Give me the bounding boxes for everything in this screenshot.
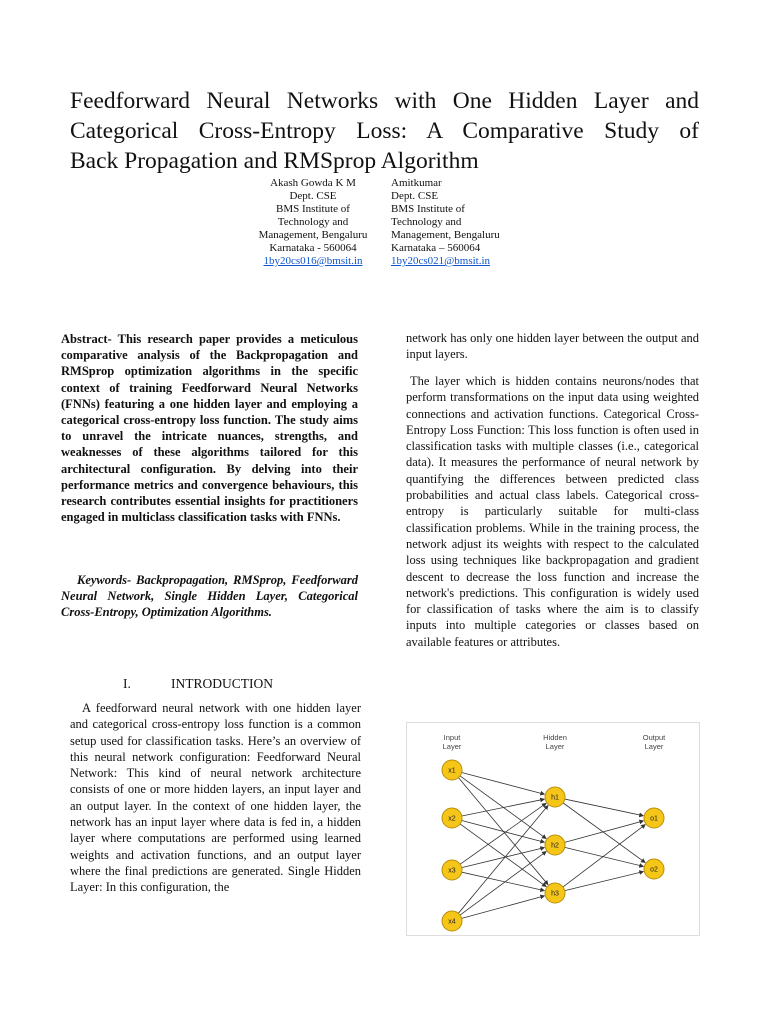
keywords: Keywords- Backpropagation, RMSprop, Feedforward Neural Network, Single Hidden Layer, Categorical Cross-Entropy, Optimization Algorithms.	[61, 573, 358, 620]
author-institution-line-3: Management, Bengaluru	[258, 229, 368, 241]
author-block-2	[391, 177, 521, 268]
input-node-label: x2	[448, 815, 456, 823]
edge-input-hidden	[458, 805, 548, 913]
author-email-link[interactable]: 1by20cs021@bmsit.in	[391, 255, 491, 267]
output-node-label: o2	[650, 866, 658, 874]
author-dept: Dept. CSE	[391, 190, 439, 202]
hidden-layer-label-line-2: Layer	[545, 742, 565, 751]
hidden-node-label: h2	[551, 842, 559, 850]
author-name: Amitkumar	[391, 177, 442, 189]
author-dept: Dept. CSE	[289, 190, 337, 202]
author-email-link[interactable]: 1by20cs016@bmsit.in	[263, 255, 363, 267]
author-name: Akash Gowda K M	[270, 177, 356, 189]
abstract: Abstract- This research paper provides a meticulous comparative analysis of the Backpropagation and RMSprop optimization algorithms in the specific context of training Feedforward Neural Networks (FNNs) featuring a one hidden layer and employing a categorical cross-entropy loss function. The study aims to unravel the intricate nuances, strengths, and weaknesses of these algorithms tailored for this architectural configuration. By delving into their performance metrics and convergence behaviours, this research contributes essential insights for practitioners engaged in multiclass classification tasks with FNNs.	[61, 332, 358, 525]
edge-input-hidden	[462, 848, 545, 868]
edge-input-hidden	[462, 773, 545, 795]
edge-hidden-output	[563, 803, 645, 863]
hidden-layer-label-line-1: Hidden	[543, 733, 567, 742]
edge-input-hidden	[462, 821, 545, 843]
author-location: Karnataka - 560064	[269, 242, 357, 254]
section-number: I.	[123, 676, 131, 691]
input-layer-label-line-2: Layer	[442, 742, 462, 751]
input-node-label: x3	[448, 867, 456, 875]
output-layer-label-line-2: Layer	[644, 742, 664, 751]
neural-network-figure	[406, 722, 700, 936]
edge-input-hidden	[460, 852, 546, 916]
edge-input-hidden	[462, 896, 545, 918]
hidden-node-label: h3	[551, 890, 559, 898]
edge-input-hidden	[462, 872, 545, 890]
author-location: Karnataka – 560064	[391, 242, 481, 254]
section-title: INTRODUCTION	[171, 676, 273, 691]
input-layer-label-line-1: Input	[443, 733, 461, 742]
author-block-1	[240, 177, 386, 268]
section-heading-introduction	[123, 676, 273, 692]
author-institution-line-2: Technology and	[277, 216, 349, 228]
input-node-label: x4	[448, 918, 456, 926]
author-institution-line-2: Technology and	[391, 216, 462, 228]
paper-title	[70, 86, 699, 176]
author-institution-line-1: BMS Institute of	[276, 203, 350, 215]
title-line-1: Feedforward Neural Networks with One Hidden Layer and	[70, 88, 699, 114]
title-line-3: Back Propagation and RMSprop Algorithm	[70, 148, 479, 174]
edge-hidden-output	[565, 821, 644, 842]
hidden-node-label: h1	[551, 794, 559, 802]
output-layer-label-line-1: Output	[642, 733, 666, 742]
body-paragraph-1: network has only one hidden layer between the output and input layers.	[406, 331, 699, 362]
title-line-2: Categorical Cross-Entropy Loss: A Comparative Study of	[70, 118, 699, 144]
edge-hidden-output	[565, 872, 644, 891]
author-institution-line-1: BMS Institute of	[391, 203, 465, 215]
body-paragraph-2: The layer which is hidden contains neurons/nodes that perform transformations on the input data using weighted connections and activation functions. Categorical Cross-Entropy Loss Function: This loss function is often used in classification tasks with multiple classes (i.e., categorical data). It measures the performance of neural network by quantifying the differences between predicted class probabilities and actual class labels. Categorical cross-entropy is particularly suitable for multi-class classification problems. While in the training process, the network adjust its weights with respect to the calculated loss using techniques like backpropagation and gradient descent to decrease the loss function and increase the network's predictions. This configuration is widely used for classification of tasks where the aim is to classify inputs into multiple categories or classes based on available features or attributes.	[406, 374, 699, 649]
edge-hidden-output	[565, 799, 643, 816]
intro-paragraph: A feedforward neural network with one hidden layer and categorical cross-entropy loss function is a common setup used for classification tasks. Here’s an overview of this neural network configuration: Feedforward Neural Network: This kind of neural network architecture consists of one or more hidden layers, an input layer and an output layer. In the context of one hidden layer, the network has an input layer where data is fed in, a hidden layer where computations are performed using learned weights and activation functions, and an output layer where the final predictions are generated. Single Hidden Layer: In this configuration, the	[70, 701, 361, 895]
input-node-label: x1	[448, 767, 456, 775]
edge-hidden-output	[563, 825, 645, 887]
output-node-label: o1	[650, 815, 658, 823]
edge-hidden-output	[565, 847, 644, 866]
neural-network-diagram	[407, 723, 699, 935]
author-institution-line-3: Management, Bengaluru	[391, 229, 500, 241]
